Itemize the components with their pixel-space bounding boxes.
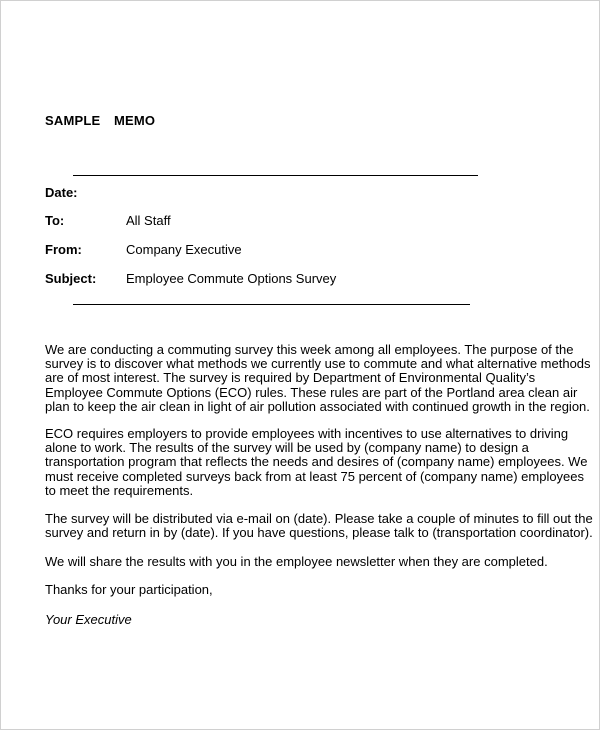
- header-top-rule: [73, 175, 478, 176]
- to-value: All Staff: [126, 213, 171, 228]
- paragraph-line: survey is to discover what methods we currently use to commute and what alternative methods: [45, 356, 591, 372]
- to-label: To:: [45, 213, 65, 228]
- paragraph-purpose: [45, 342, 591, 414]
- header-bottom-rule: [73, 304, 470, 305]
- paragraph-line: survey and return in by (date). If you have questions, please talk to (transportation coordinator).: [45, 525, 593, 541]
- paragraph-line: Employee Commute Options (ECO) rules. These rules are part of the Portland area clean air: [45, 384, 578, 400]
- paragraph-line: We will share the results with you in the employee newsletter when they are completed.: [45, 554, 548, 569]
- paragraph-line: Thanks for your participation,: [45, 582, 213, 597]
- paragraph-line: The survey will be distributed via e-mail on (date). Please take a couple of minutes to fill out the: [45, 511, 593, 526]
- paragraph-line: transportation program that reflects the needs and desires of (company name) employees. We: [45, 454, 588, 470]
- paragraph-line: alone to work. The results of the survey will be used by (company name) to design a: [45, 440, 529, 456]
- paragraph-line: are of most interest. The survey is required by Department of Environmental Quality’s: [45, 370, 536, 386]
- subject-value: Employee Commute Options Survey: [126, 271, 337, 286]
- subject-label: Subject:: [45, 271, 97, 286]
- from-label: From:: [45, 242, 82, 257]
- from-value: Company Executive: [126, 242, 242, 257]
- paragraph-distribution: [45, 511, 593, 541]
- paragraph-line: to meet the requirements.: [45, 482, 194, 498]
- paragraph-results: [45, 555, 575, 569]
- date-label: Date:: [45, 185, 78, 200]
- signature: Your Executive: [45, 612, 132, 627]
- paragraph-eco: [45, 426, 588, 498]
- paragraph-line: ECO requires employers to provide employees with incentives to use alternatives to driving: [45, 426, 569, 441]
- memo-title: SAMPLE MEMO: [45, 113, 156, 128]
- paragraph-line: We are conducting a commuting survey this week among all employees. The purpose of the: [45, 342, 574, 357]
- paragraph-thanks: [45, 583, 575, 597]
- paragraph-line: plan to keep the air clean in light of air pollution associated with continued growth in the region.: [45, 398, 590, 414]
- paragraph-line: must receive completed surveys back from at least 75 percent of (company name) employees: [45, 468, 585, 484]
